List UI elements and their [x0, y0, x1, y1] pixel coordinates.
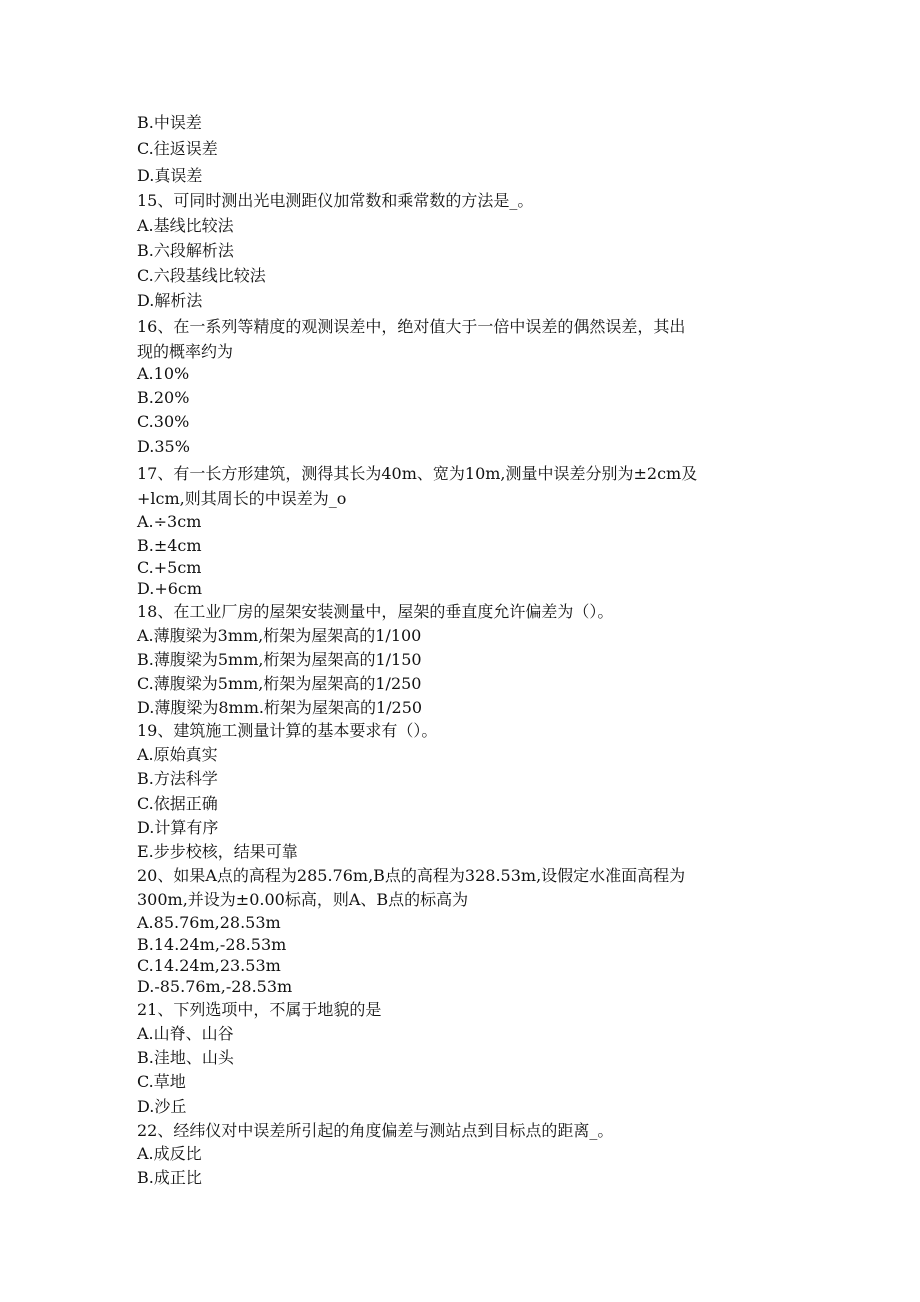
question-line: 20、如果A点的高程为285.76m,B点的高程为328.53m,设假定水准面高程为 — [137, 866, 686, 885]
option-line: C.薄腹梁为5mm,桁架为屋架高的1/250 — [137, 674, 422, 693]
option-line: B.六段解析法 — [137, 241, 234, 260]
option-line: B.14.24m,-28.53m — [137, 935, 287, 954]
option-line: A.成反比 — [137, 1144, 202, 1163]
question-line: 22、经纬仪对中误差所引起的角度偏差与测站点到目标点的距离_。 — [137, 1121, 614, 1140]
option-line: A.85.76m,28.53m — [137, 913, 281, 932]
option-line: B.20% — [137, 388, 190, 407]
option-line: D.解析法 — [137, 291, 203, 310]
option-line: A.÷3cm — [137, 512, 202, 531]
option-line: C.草地 — [137, 1072, 186, 1091]
option-line: C.往返误差 — [137, 139, 218, 158]
option-line: B.±4cm — [137, 536, 202, 555]
question-line: 15、可同时测出光电测距仪加常数和乘常数的方法是_。 — [137, 191, 534, 210]
option-line: A.基线比较法 — [137, 216, 234, 235]
option-line: D.35% — [137, 437, 190, 456]
option-line: D.-85.76m,-28.53m — [137, 977, 293, 996]
option-line: C.依据正确 — [137, 794, 218, 813]
question-line: 18、在工业厂房的屋架安装测量中，屋架的垂直度允许偏差为（）。 — [137, 602, 614, 621]
option-line: B.中误差 — [137, 113, 202, 132]
question-line: 19、建筑施工测量计算的基本要求有（）。 — [137, 721, 438, 740]
option-line: B.成正比 — [137, 1168, 202, 1187]
question-line: 300m,并设为±0.00标高，则A、B点的标高为 — [137, 890, 469, 909]
option-line: A.原始真实 — [137, 745, 218, 764]
option-line: C.30% — [137, 412, 190, 431]
question-line: 16、在一系列等精度的观测误差中，绝对值大于一倍中误差的偶然误差，其出 — [137, 317, 686, 336]
option-line: E.步步校核，结果可靠 — [137, 842, 298, 861]
question-line: +lcm,则其周长的中误差为_o — [137, 489, 347, 508]
option-line: C.14.24m,23.53m — [137, 956, 281, 975]
option-line: C.六段基线比较法 — [137, 266, 266, 285]
option-line: A.薄腹梁为3mm,桁架为屋架高的1/100 — [137, 626, 422, 645]
option-line: A.10% — [137, 364, 190, 383]
option-line: A.山脊、山谷 — [137, 1024, 234, 1043]
option-line: D.+6cm — [137, 579, 203, 598]
question-line: 现的概率约为 — [137, 342, 234, 361]
question-line: 17、有一长方形建筑，测得其长为40m、宽为10m,测量中误差分别为±2cm及 — [137, 464, 698, 483]
option-line: B.薄腹梁为5mm,桁架为屋架高的1/150 — [137, 650, 422, 669]
question-line: 21、下列选项中，不属于地貌的是 — [137, 1000, 382, 1019]
option-line: C.+5cm — [137, 558, 202, 577]
option-line: D.计算有序 — [137, 818, 219, 837]
option-line: B.方法科学 — [137, 769, 218, 788]
option-line: D.沙丘 — [137, 1097, 187, 1116]
option-line: D.薄腹梁为8mm.桁架为屋架高的1/250 — [137, 698, 423, 717]
option-line: B.洼地、山头 — [137, 1048, 234, 1067]
option-line: D.真误差 — [137, 166, 203, 185]
